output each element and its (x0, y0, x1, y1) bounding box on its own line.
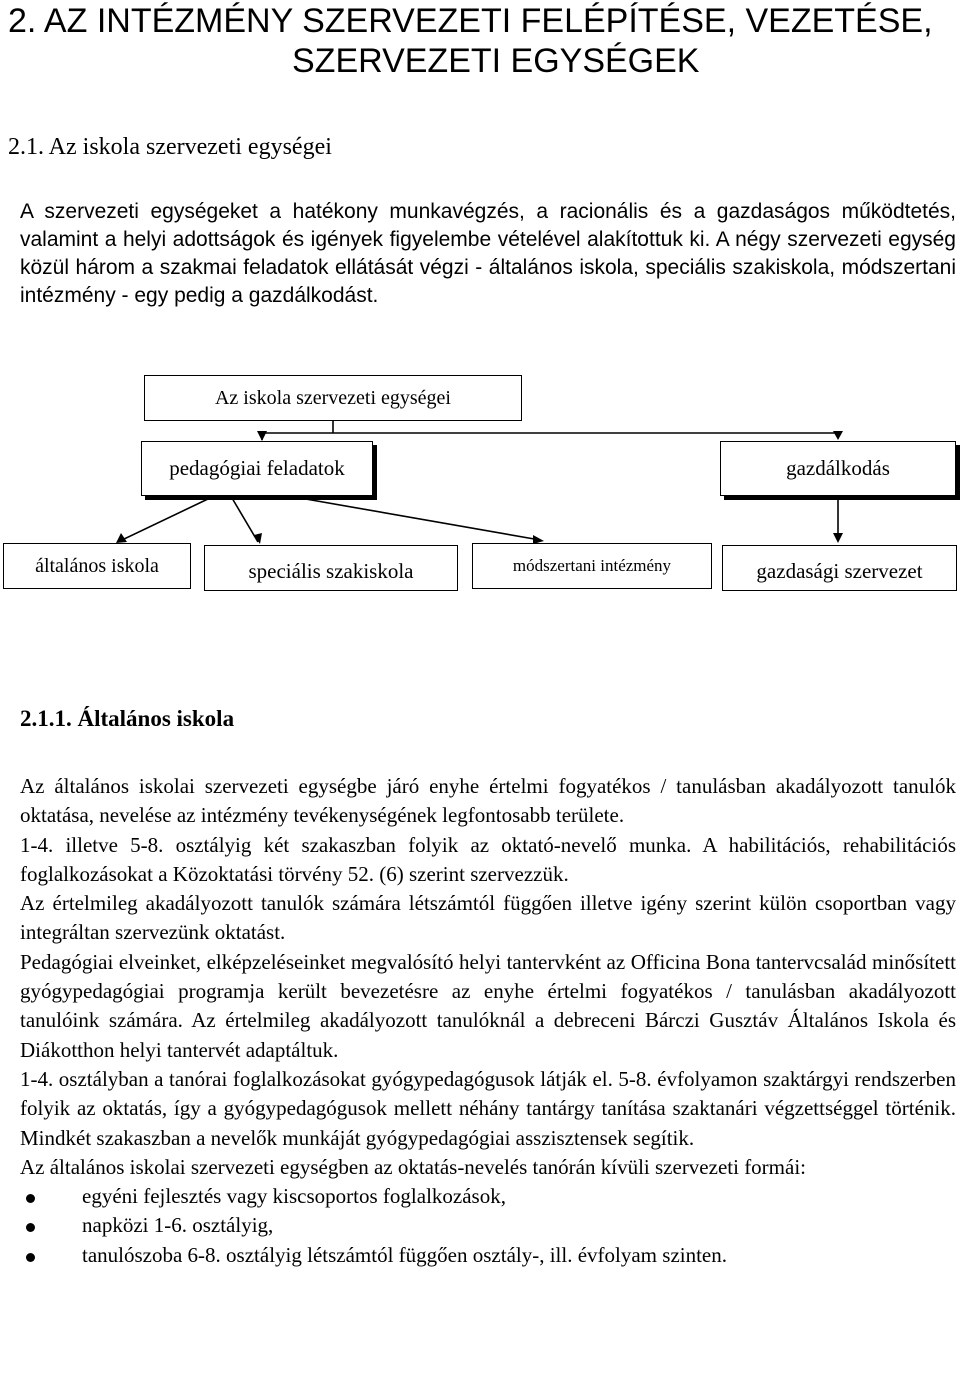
org-chart-general-school (3, 543, 191, 589)
list-item-text: egyéni fejlesztés vagy kiscsoportos foglalkozások, (82, 1184, 506, 1209)
page-title-line-2: SZERVEZETI EGYSÉGEK (292, 42, 700, 80)
paragraph-3: Az értelmileg akadályozott tanulók számára létszámtól függően illetve igény szerint külön csoportban vagy integráltan szervezünk oktatást. (20, 891, 956, 945)
org-chart-special-vocational (204, 545, 458, 591)
org-chart-economy-label: gazdálkodás (786, 456, 890, 480)
paragraph-6: Az általános iskolai szervezeti egységben az oktatás-nevelés tanórán kívüli szervezeti formái: (20, 1154, 807, 1179)
org-chart-pedagogy (141, 441, 373, 496)
bullet-icon (26, 1253, 35, 1262)
bullet-icon (26, 1194, 35, 1203)
paragraph-4: Pedagógiai elveinket, elképzeléseinket megvalósító helyi tantervként az Officina Bona tantervcsalád minősített gyógypedagógiai programja került bevezetésre az enyhe értelmi fogyatékos / tanulásban akadályozott tanulóink számára. Az értelmileg akadályozott tanulóknál a debreceni Bárczi Gusztáv Általános Iskola és Diákotthon helyi tantervét adaptáltuk. (20, 949, 956, 1062)
connector-to-special-vocational (232, 498, 258, 542)
paragraph-5: 1-4. osztályban a tanórai foglalkozásokat gyógypedagógusok látják el. 5-8. évfolyamon szaktárgyi rendszerben folyik az oktatás, így a gyógypedagógusok mellett néhány tantárgy tanítása szaktanári végzettséggel történik. Mindkét szakaszban a nevelők munkáját gyógypedagógiai asszisztensek segítik. (20, 1066, 956, 1150)
list-item (20, 1241, 956, 1270)
bullet-list (20, 1182, 956, 1270)
org-chart-pedagogy-label: pedagógiai feladatok (169, 456, 345, 480)
org-chart-general-school-label: általános iskola (35, 554, 159, 577)
list-item (20, 1182, 956, 1211)
org-chart-methodology-label: módszertani intézmény (512, 556, 672, 575)
list-item-text: napközi 1-6. osztályig, (82, 1213, 274, 1238)
arrowhead-economy (833, 431, 843, 440)
org-chart-root-label: Az iskola szervezeti egységei (214, 386, 451, 409)
subsection-heading: 2.1.1. Általános iskola (20, 706, 235, 731)
org-chart-methodology (472, 543, 712, 589)
org-chart-economic-org-label: gazdasági szervezet (756, 558, 923, 583)
list-item (20, 1211, 956, 1240)
arrowhead-pedagogy (257, 431, 267, 441)
paragraph-2: 1-4. illetve 5-8. osztályig két szakaszban folyik az oktató-nevelő munka. A habilitációs, rehabilitációs foglalkozásokat a Közoktatási törvény 52. (6) szerint szervezzük. (20, 832, 956, 886)
arrowhead-economic-org (833, 533, 843, 543)
page-title-line-1: 2. AZ INTÉZMÉNY SZERVEZETI FELÉPÍTÉSE, VEZETÉSE, (8, 2, 933, 40)
bullet-icon (26, 1223, 35, 1232)
list-item-text: tanulószoba 6-8. osztályig létszámtól függően osztály-, ill. évfolyam szinten. (82, 1242, 728, 1267)
connector-to-methodology (300, 498, 540, 540)
org-chart-root (144, 375, 522, 421)
section-heading: 2.1. Az iskola szervezeti egységei (8, 134, 332, 160)
org-chart-special-vocational-label: speciális szakiskola (248, 558, 414, 583)
connector-to-general-school (122, 498, 210, 540)
intro-paragraph: A szervezeti egységeket a hatékony munkavégzés, a racionális és a gazdaságos működtetés, valamint a helyi adottságok és igények figyelembe vételével alakítottuk ki. A négy szervezeti egység közül három a szakmai feladatok ellátását végzi - általános iskola, speciális szakiskola, módszertani intézmény - egy pedig a gazdálkodást. (20, 200, 956, 307)
subsection-body (20, 772, 956, 1270)
paragraph-1: Az általános iskolai szervezeti egységbe járó enyhe értelmi fogyatékos / tanulásban akadályozott tanulók oktatása, nevelése az intézmény tevékenységének legfontosabb területe. (20, 774, 956, 828)
org-chart-economic-org (722, 545, 957, 591)
org-chart-economy (720, 441, 956, 496)
